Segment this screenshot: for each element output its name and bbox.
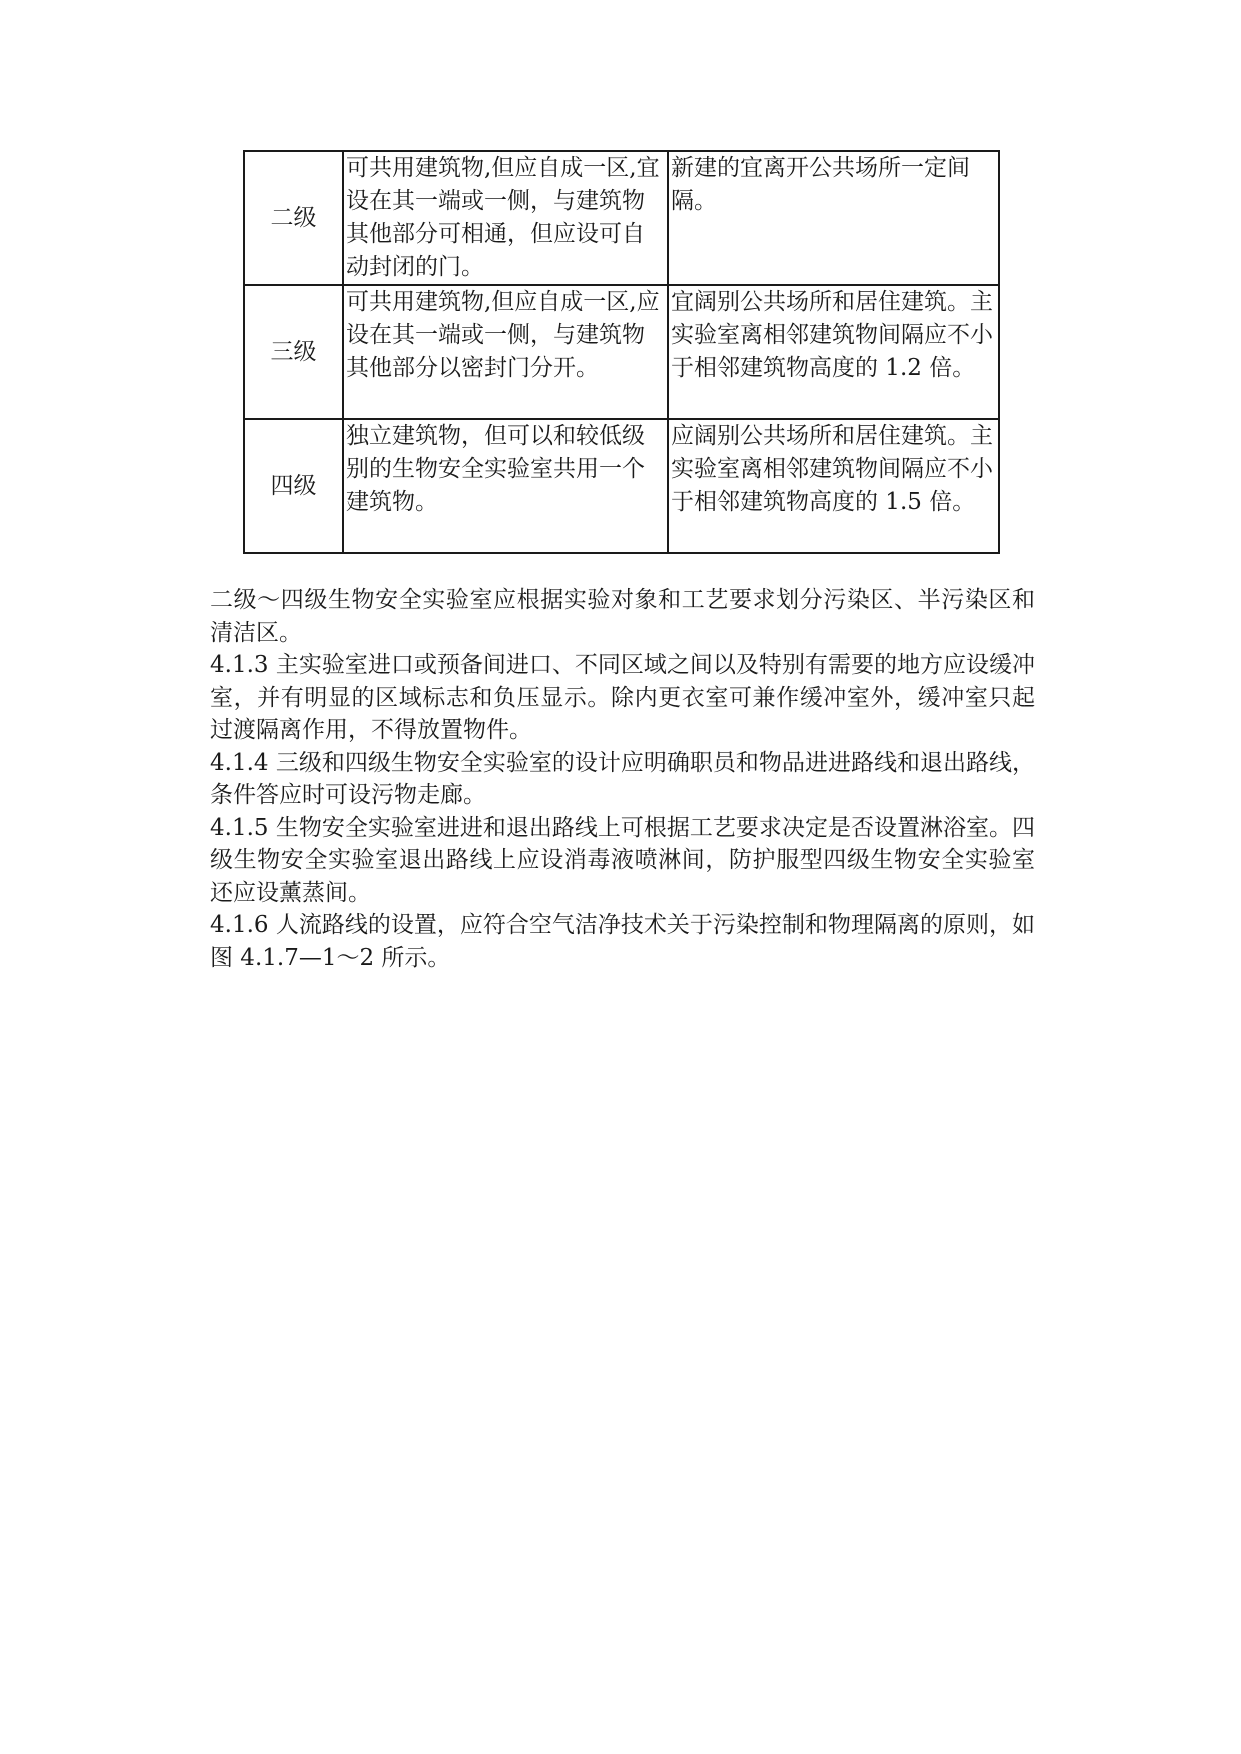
distance-cell: 新建的宜离开公共场所一定间隔。 [668, 151, 999, 285]
distance-cell: 宜阔别公共场所和居住建筑。主实验室离相邻建筑物间隔应不小于相邻建筑物高度的 1.2 倍。 [668, 285, 999, 419]
level-cell: 二级 [244, 151, 343, 285]
clause-4-1-5: 4.1.5 生物安全实验室进进和退出路线上可根据工艺要求决定是否设置淋浴室。四级生物安全实验室退出路线上应设消毒液喷淋间，防护服型四级生物安全实验室还应设薰蒸间。 [210, 814, 1035, 906]
zoning-paragraph: 二级～四级生物安全实验室应根据实验对象和工艺要求划分污染区、半污染区和清洁区。 [210, 587, 1035, 646]
table-row [244, 285, 999, 419]
lab-location-table [243, 150, 1000, 554]
level-cell: 四级 [244, 419, 343, 553]
body-text [210, 584, 1035, 974]
level-cell: 三级 [244, 285, 343, 419]
clause-4-1-3: 4.1.3 主实验室进口或预备间进口、不同区域之间以及特别有需要的地方应设缓冲室，并有明显的区域标志和负压显示。除内更衣室可兼作缓冲室外，缓冲室只起过渡隔离作用，不得放置物件。 [210, 652, 1035, 743]
distance-cell: 应阔别公共场所和居住建筑。主实验室离相邻建筑物间隔应不小于相邻建筑物高度的 1.5 倍。 [668, 419, 999, 553]
location-cell: 可共用建筑物,但应自成一区,应设在其一端或一侧，与建筑物其他部分以密封门分开。 [343, 285, 668, 419]
location-cell: 可共用建筑物,但应自成一区,宜设在其一端或一侧，与建筑物其他部分可相通，但应设可自动封闭的门。 [343, 151, 668, 285]
clause-4-1-6: 4.1.6 人流路线的设置，应符合空气洁净技术关于污染控制和物理隔离的原则，如图 4.1.7—1～2 所示。 [210, 912, 1035, 971]
table-row [244, 419, 999, 553]
clause-4-1-4: 4.1.4 三级和四级生物安全实验室的设计应明确职员和物品进进路线和退出路线，条件答应时可设污物走廊。 [210, 749, 1035, 808]
location-cell: 独立建筑物，但可以和较低级别的生物安全实验室共用一个建筑物。 [343, 419, 668, 553]
table-row [244, 151, 999, 285]
